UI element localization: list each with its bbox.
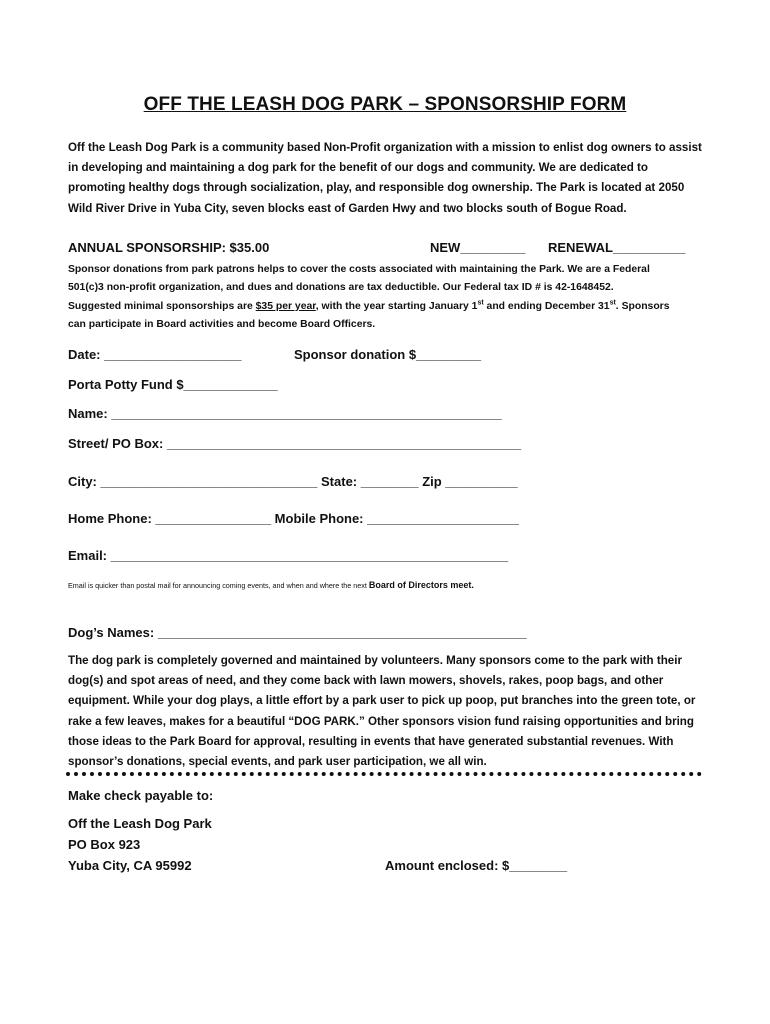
payable-header: Make check payable to: bbox=[68, 788, 214, 803]
date-field[interactable]: Date: ___________________ bbox=[68, 347, 242, 362]
suggested-amount: $35 per year bbox=[255, 300, 316, 312]
new-checkbox-line[interactable]: NEW_________ bbox=[430, 240, 526, 255]
dog-names-field[interactable]: Dog’s Names: ___________________________________________________ bbox=[68, 625, 527, 640]
sponsor-info-paragraph bbox=[68, 261, 708, 335]
volunteer-paragraph: The dog park is completely governed and maintained by volunteers. Many sponsors come to the park with their dog(s) and spot areas of need, and they come back with lawn mowers, shovels, rakes, poop bags, and other equipment. While your dog plays, a little effort by a park user to pick up poop, put branches into the green tote, or rake a few leaves, makes for a beautiful “DOG PARK.” Other sponsors vision fund raising opportunities and bring those ideas to the Park Board for approval, resulting in events that have generated substantial revenues. With sponsor’s donations, special events, and park user participation, we all win. bbox=[68, 654, 696, 769]
phone-fields[interactable]: Home Phone: ________________ Mobile Phone: _____________________ bbox=[68, 511, 519, 526]
street-field[interactable]: Street/ PO Box: _________________________________________________ bbox=[68, 436, 522, 451]
sponsor-line-2: 501(c)3 non-profit organization, and dues and donations are tax deductible. Our Federal tax ID # is 42-1648452. bbox=[68, 282, 614, 294]
renewal-checkbox-line[interactable]: RENEWAL__________ bbox=[548, 240, 686, 255]
sponsor-line-3: Suggested minimal sponsorships are $35 per year, with the year starting January 1st and ending December 31st. Sponsors bbox=[68, 299, 670, 312]
email-note: Email is quicker than postal mail for announcing coming events, and when and where the next Board of Directors meet. bbox=[68, 580, 474, 590]
porta-potty-fund-field[interactable]: Porta Potty Fund $_____________ bbox=[68, 377, 278, 392]
intro-paragraph: Off the Leash Dog Park is a community based Non-Profit organization with a mission to enlist dog owners to assist in developing and maintaining a dog park for the benefit of our dogs and community. We are dedicated to promoting healthy dogs through socialization, play, and responsible dog ownership. The Park is located at 2050 Wild River Drive in Yuba City, seven blocks east of Garden Hwy and two blocks south of Bogue Road. bbox=[68, 141, 702, 215]
amount-enclosed-field[interactable]: Amount enclosed: $________ bbox=[385, 858, 568, 873]
name-field[interactable]: Name: ______________________________________________________ bbox=[68, 406, 502, 421]
payee-city: Yuba City, CA 95992 bbox=[68, 858, 192, 873]
email-field[interactable]: Email: _______________________________________________________ bbox=[68, 548, 509, 563]
payee-po-box: PO Box 923 bbox=[68, 837, 141, 852]
dotted-divider bbox=[66, 772, 702, 776]
payee-name: Off the Leash Dog Park bbox=[68, 816, 212, 831]
sponsor-line-4: can participate in Board activities and become Board Officers. bbox=[68, 319, 376, 331]
sponsor-donation-field[interactable]: Sponsor donation $_________ bbox=[294, 347, 482, 362]
sponsor-line-1: Sponsor donations from park patrons helps to cover the costs associated with maintaining the Park. We are a Federal bbox=[68, 264, 650, 275]
annual-sponsorship-label: ANNUAL SPONSORSHIP: $35.00 bbox=[68, 240, 270, 255]
form-title: OFF THE LEASH DOG PARK – SPONSORSHIP FORM bbox=[143, 94, 627, 115]
city-state-zip-field[interactable]: City: ______________________________ State: ________ Zip __________ bbox=[68, 474, 518, 489]
